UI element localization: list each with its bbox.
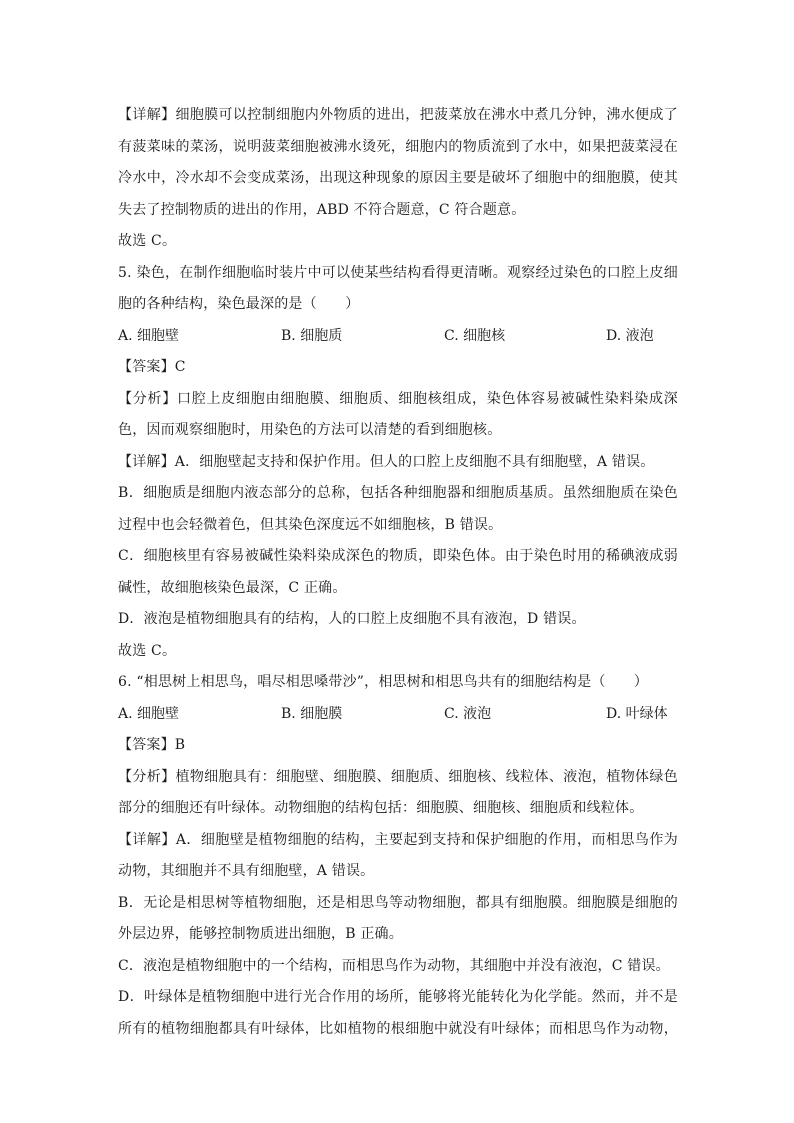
question-stem: 5. 染色，在制作细胞临时装片中可以使某些结构看得更清晰。观察经过染色的口腔上皮细 — [118, 264, 678, 281]
explanation-line: D．叶绿体是植物细胞中进行光合作用的场所，能够将光能转化为化学能。然而，并不是 — [118, 989, 678, 1005]
document-body — [118, 100, 678, 1045]
analysis-line: 部分的细胞还有叶绿体。动物细胞的结构包括：细胞膜、细胞核、细胞质和线粒体。 — [118, 800, 644, 816]
explanation-line: 动物，其细胞并不具有细胞壁，A 错误。 — [118, 863, 375, 879]
explanation-line: D．液泡是植物细胞具有的结构，人的口腔上皮细胞不具有液泡，D 错误。 — [118, 611, 586, 627]
analysis-line: 【分析】植物细胞具有：细胞壁、细胞膜、细胞质、细胞核、线粒体、液泡，植物体绿色 — [118, 768, 678, 785]
text-line: 故选 C。 — [118, 233, 177, 249]
option-d: D. 液泡 — [606, 327, 654, 344]
conclusion-line: 故选 C。 — [118, 642, 177, 659]
text-line: 冷水中，冷水却不会变成菜汤，出现这种现象的原因主要是破坏了细胞中的细胞膜，使其 — [118, 170, 678, 186]
option-b: B. 细胞膜 — [281, 705, 343, 722]
question-5 — [118, 258, 678, 668]
question-stem: 6. “相思树上相思鸟，唱尽相思嗓带沙”，相思树和相思鸟共有的细胞结构是（ ） — [118, 674, 649, 690]
option-d: D. 叶绿体 — [606, 705, 668, 722]
question-stem: 胞的各种结构，染色最深的是（ ） — [118, 296, 360, 312]
option-a: A. 细胞壁 — [118, 327, 180, 344]
explanation-line: C．液泡是植物细胞中的一个结构，而相思鸟作为动物，其细胞中并没有液泡，C 错误。 — [118, 957, 670, 974]
analysis-line: 色，因而观察细胞时，用染色的方法可以清楚的看到细胞核。 — [118, 422, 502, 438]
answer-line: 【答案】C — [118, 359, 186, 375]
question-6 — [118, 667, 678, 1045]
explanation-line: 【详解】A．细胞壁是植物细胞的结构，主要起到支持和保护细胞的作用，而相思鸟作为 — [118, 831, 678, 848]
analysis-line: 【分析】口腔上皮细胞由细胞膜、细胞质、细胞核组成，染色体容易被碱性染料染成深 — [118, 390, 678, 407]
explanation-line: 碱性，故细胞核染色最深，C 正确。 — [118, 579, 347, 596]
text-line: 失去了控制物质的进出的作用，ABD 不符合题意，C 符合题意。 — [118, 201, 526, 218]
question-options — [118, 321, 678, 353]
explanation-line: 外层边界，能够控制物质进出细胞，B 正确。 — [118, 926, 403, 942]
option-b: B. 细胞质 — [281, 327, 343, 344]
explanation-line: 过程中也会轻微着色，但其染色深度远不如细胞核，B 错误。 — [118, 516, 503, 533]
explanation-line: 所有的植物细胞都具有叶绿体，比如植物的根细胞中就没有叶绿体；而相思鸟作为动物， — [118, 1020, 678, 1037]
explanation-line: 【详解】A．细胞壁起支持和保护作用。但人的口腔上皮细胞不具有细胞壁，A 错误。 — [118, 453, 655, 470]
answer-line: 【答案】B — [118, 737, 186, 753]
option-a: A. 细胞壁 — [118, 705, 180, 722]
text-line: 有菠菜味的菜汤，说明菠菜细胞被沸水烫死，细胞内的物质流到了水中，如果把菠菜浸在 — [118, 138, 678, 155]
question-options — [118, 699, 678, 731]
option-c: C. 液泡 — [444, 705, 492, 722]
explanation-line: B．细胞质是细胞内液态部分的总称，包括各种细胞器和细胞质基质。虽然细胞质在染色 — [118, 485, 678, 501]
explanation-line: B．无论是相思树等植物细胞，还是相思鸟等动物细胞，都具有细胞膜。细胞膜是细胞的 — [118, 894, 678, 911]
option-c: C. 细胞核 — [444, 327, 506, 344]
text-line: 【详解】细胞膜可以控制细胞内外物质的进出，把菠菜放在沸水中煮几分钟，沸水便成了 — [118, 107, 678, 123]
explanation-line: C．细胞核里有容易被碱性染料染成深色的物质，即染色体。由于染色时用的稀碘液成弱 — [118, 548, 678, 564]
